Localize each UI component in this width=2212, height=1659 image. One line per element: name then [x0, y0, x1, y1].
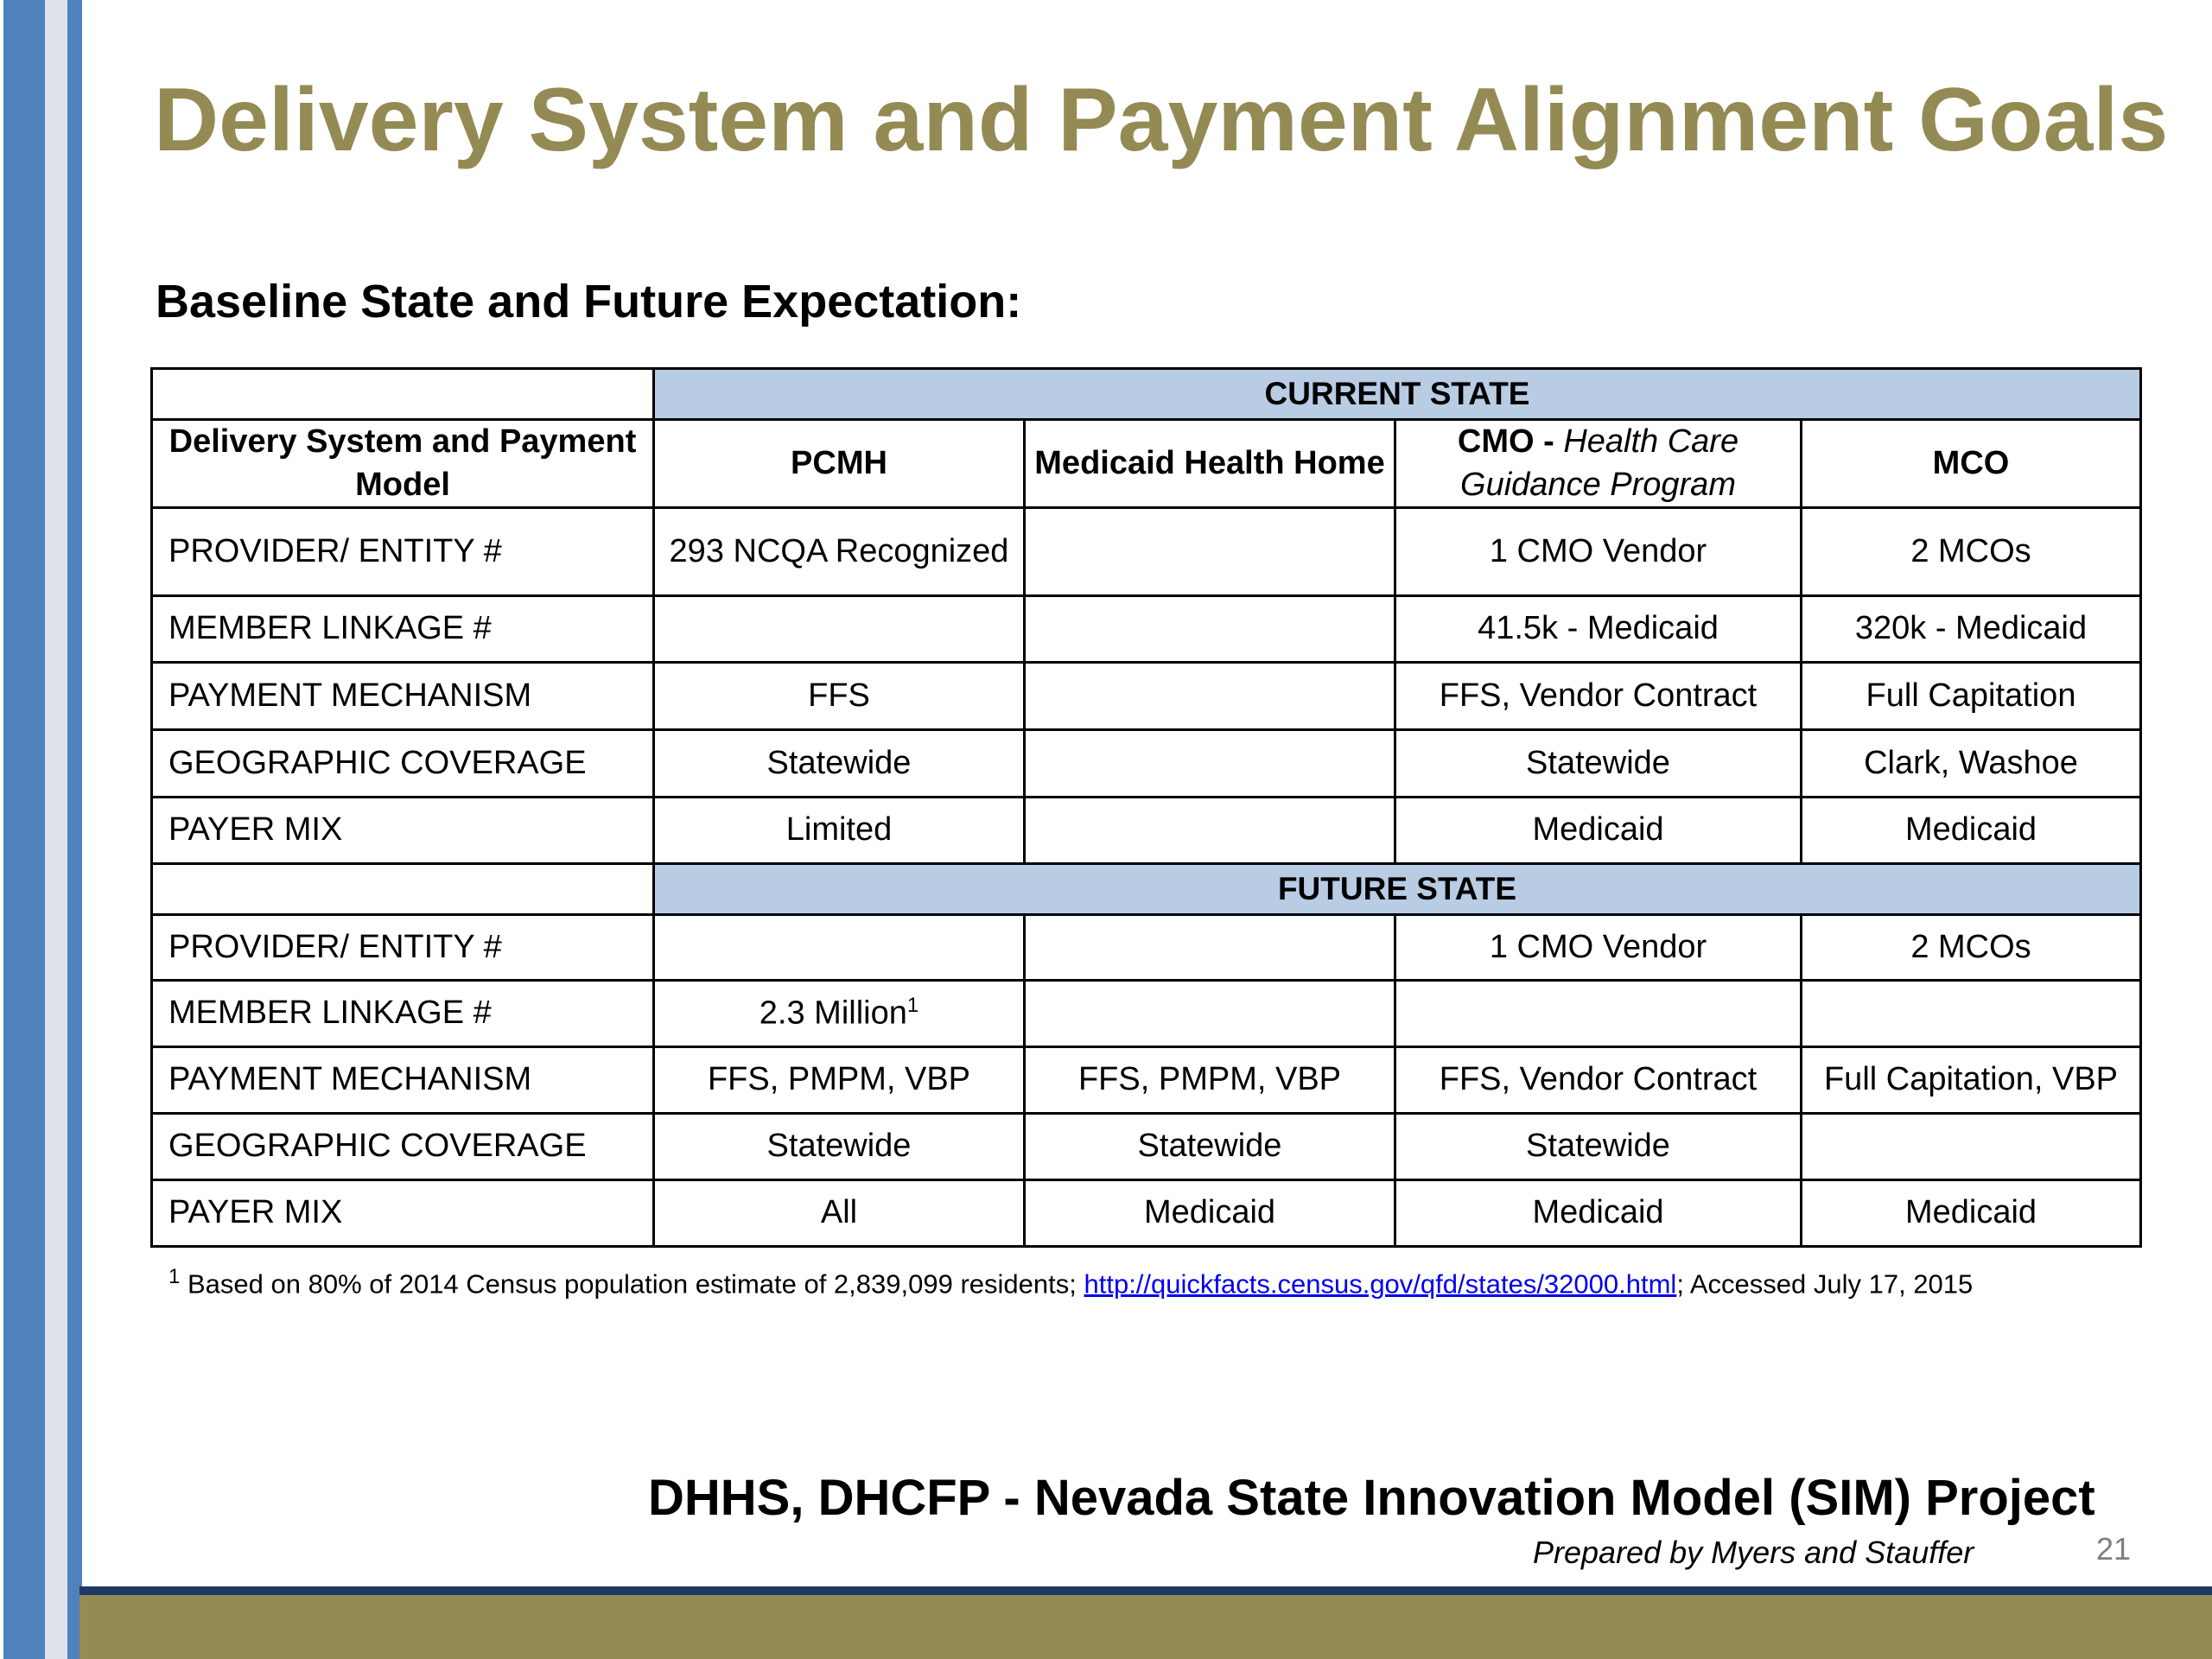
footnote-text: Based on 80% of 2014 Census population estimate of 2,839,099 residents;: [187, 1268, 1084, 1300]
header-cmo-bold: CMO -: [1457, 423, 1564, 461]
cell-pcmh: 293 NCQA Recognized: [654, 508, 1025, 596]
cell-mhh: [1025, 730, 1395, 798]
cell-pcmh: Statewide: [654, 1114, 1025, 1180]
cell-cmo: 1 CMO Vendor: [1395, 508, 1802, 596]
cell-cmo: FFS, Vendor Contract: [1395, 1047, 1802, 1114]
cell-pcmh-value: 2.3 Million: [759, 995, 907, 1032]
footer-prepared-by: Prepared by Myers and Stauffer: [1533, 1535, 1974, 1570]
footnote-marker: 1: [168, 1265, 181, 1288]
cell-mco: Clark, Washoe: [1802, 730, 2141, 798]
cell-mco: Medicaid: [1802, 1180, 2141, 1247]
empty-cell: [152, 864, 654, 915]
left-accent-gap: [45, 0, 67, 1659]
cell-mco: 320k - Medicaid: [1802, 596, 2141, 663]
slide-title: Delivery System and Payment Alignment Goals: [154, 70, 2169, 170]
table-row: [152, 663, 2141, 730]
future-state-header: FUTURE STATE: [654, 864, 2141, 915]
cell-pcmh: [654, 596, 1025, 663]
cell-mhh: [1025, 508, 1395, 596]
census-link[interactable]: http://quickfacts.census.gov/qfd/states/32000.html: [1084, 1268, 1677, 1300]
cell-mhh: [1025, 981, 1395, 1047]
header-mco: MCO: [1802, 420, 2141, 508]
footnote: [168, 1263, 2026, 1302]
cell-cmo: Medicaid: [1395, 798, 1802, 864]
row-label: PROVIDER/ ENTITY #: [152, 915, 654, 981]
header-cmo: [1395, 420, 1802, 508]
current-state-header: CURRENT STATE: [654, 369, 2141, 420]
cell-cmo: Statewide: [1395, 730, 1802, 798]
header-model: Delivery System and Payment Model: [152, 420, 654, 508]
cell-mco: Full Capitation, VBP: [1802, 1047, 2141, 1114]
cell-mhh: [1025, 915, 1395, 981]
row-label: PAYER MIX: [152, 1180, 654, 1247]
header-cmo-italic: Health Care Guidance Program: [1460, 423, 1739, 503]
table-row: [152, 1180, 2141, 1247]
cell-pcmh: All: [654, 1180, 1025, 1247]
cell-pcmh: FFS: [654, 663, 1025, 730]
cell-cmo: FFS, Vendor Contract: [1395, 663, 1802, 730]
future-state-row: [152, 864, 2141, 915]
cell-mco: 2 MCOs: [1802, 508, 2141, 596]
column-header-row: [152, 420, 2141, 508]
alignment-table: [150, 367, 2142, 1248]
cell-pcmh: Statewide: [654, 730, 1025, 798]
cell-mco: 2 MCOs: [1802, 915, 2141, 981]
left-accent-bar: [3, 0, 45, 1659]
cell-pcmh: FFS, PMPM, VBP: [654, 1047, 1025, 1114]
footnote-marker: 1: [906, 993, 919, 1017]
left-accent-stripe: [67, 0, 82, 1659]
row-label: PAYMENT MECHANISM: [152, 663, 654, 730]
table-row: [152, 596, 2141, 663]
table-row: [152, 915, 2141, 981]
slide-subtitle: Baseline State and Future Expectation:: [156, 276, 1022, 327]
cell-mhh: FFS, PMPM, VBP: [1025, 1047, 1395, 1114]
cell-pcmh: Limited: [654, 798, 1025, 864]
header-medicaid-health-home: Medicaid Health Home: [1025, 420, 1395, 508]
cell-mco: [1802, 981, 2141, 1047]
row-label: PAYMENT MECHANISM: [152, 1047, 654, 1114]
current-state-row: [152, 369, 2141, 420]
cell-mhh: [1025, 663, 1395, 730]
cell-pcmh: [654, 981, 1025, 1047]
bottom-divider: [79, 1586, 2212, 1595]
cell-cmo: 41.5k - Medicaid: [1395, 596, 1802, 663]
table-row: [152, 730, 2141, 798]
table-row: [152, 798, 2141, 864]
bottom-band: [79, 1595, 2212, 1659]
empty-cell: [152, 369, 654, 420]
cell-cmo: 1 CMO Vendor: [1395, 915, 1802, 981]
cell-mhh: Statewide: [1025, 1114, 1395, 1180]
footer-title: DHHS, DHCFP - Nevada State Innovation Model (SIM) Project: [648, 1470, 2095, 1526]
cell-mco: [1802, 1114, 2141, 1180]
row-label: PAYER MIX: [152, 798, 654, 864]
table-row: [152, 1114, 2141, 1180]
cell-mhh: Medicaid: [1025, 1180, 1395, 1247]
table-row: [152, 981, 2141, 1047]
row-label: GEOGRAPHIC COVERAGE: [152, 730, 654, 798]
table-row: [152, 1047, 2141, 1114]
cell-mhh: [1025, 798, 1395, 864]
table-row: [152, 508, 2141, 596]
page-number: 21: [2096, 1531, 2132, 1567]
row-label: PROVIDER/ ENTITY #: [152, 508, 654, 596]
cell-cmo: Statewide: [1395, 1114, 1802, 1180]
cell-mco: Full Capitation: [1802, 663, 2141, 730]
footnote-access-date: ; Accessed July 17, 2015: [1676, 1268, 1974, 1300]
cell-cmo: Medicaid: [1395, 1180, 1802, 1247]
row-label: MEMBER LINKAGE #: [152, 596, 654, 663]
header-pcmh: PCMH: [654, 420, 1025, 508]
row-label: GEOGRAPHIC COVERAGE: [152, 1114, 654, 1180]
row-label: MEMBER LINKAGE #: [152, 981, 654, 1047]
cell-mco: Medicaid: [1802, 798, 2141, 864]
cell-pcmh: [654, 915, 1025, 981]
cell-mhh: [1025, 596, 1395, 663]
cell-cmo: [1395, 981, 1802, 1047]
